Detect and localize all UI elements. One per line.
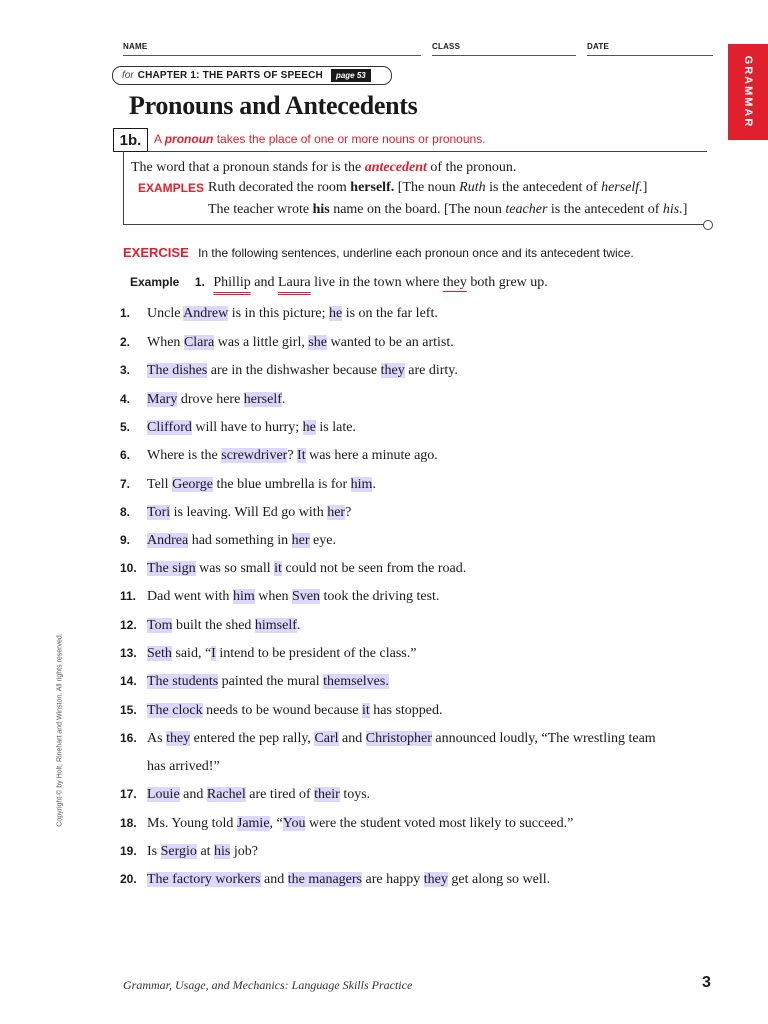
item-number: 8. [120,505,131,519]
rule-text-a: A [154,132,162,146]
exercise-item [120,589,439,605]
exercise-item [120,392,285,408]
rule-term-pronoun: pronoun [164,132,214,146]
exercise-item [120,759,220,775]
ex1-italic-1: Ruth [459,180,486,195]
highlighted-word[interactable]: they [166,731,191,746]
ex2-c: is the antecedent of [550,202,660,217]
sentence-text: Is [147,844,161,859]
sentence-text: and [179,787,207,802]
item-number: 10. [120,561,137,575]
exercise-text: In the following sentences, underline each pronoun once and its antecedent twice. [198,246,634,260]
ex2-italic-2: his. [662,202,683,217]
highlighted-word[interactable]: Jamie [236,816,270,831]
ex1-c: is the antecedent of [489,180,598,195]
highlighted-word[interactable]: herself [243,392,282,407]
rule-divider [147,151,707,152]
item-number: 3. [120,363,131,377]
highlighted-word[interactable]: Christopher [365,731,432,746]
footer-text: Grammar, Usage, and Mechanics: Language Skills Practice [123,978,413,992]
example-sentence-2 [208,202,687,218]
item-number: 13. [120,646,137,660]
item-number: 6. [120,448,131,462]
definition [131,160,516,176]
highlighted-word[interactable]: her [327,505,346,520]
date-line[interactable] [587,55,713,56]
highlighted-word[interactable]: You [282,816,306,831]
grammar-tab [728,44,768,140]
examples-label: EXAMPLES [138,181,205,195]
sentence-text: . [372,477,376,492]
ex2-a: The teacher wrote [208,202,310,217]
sentence-text: was here a minute ago. [305,448,438,463]
highlighted-word[interactable]: I [211,646,216,661]
exercise-item [120,420,356,436]
highlighted-word[interactable]: him [232,589,255,604]
ex1-bold: herself. [350,180,395,195]
highlighted-word[interactable]: Carl [314,731,339,746]
ex2-b: name on the board. [The noun [333,202,502,217]
highlighted-word[interactable]: Seth [147,646,172,661]
item-number: 14. [120,674,137,688]
sentence-text: are in the dishwasher because [207,363,381,378]
highlighted-word[interactable]: It [297,448,306,463]
example-number: 1. [194,275,205,289]
item-number: 16. [120,731,137,745]
sentence-text: and [338,731,366,746]
exercise-item [120,646,416,662]
page-title: Pronouns and Antecedents [129,91,418,120]
item-number: 4. [120,392,131,406]
exercise-item [120,674,389,690]
ex1-a: Ruth decorated the room [208,180,347,195]
sentence-text: painted the mural [218,674,324,689]
sentence-text: , “ [269,816,283,831]
highlighted-word[interactable]: they [380,363,405,378]
item-number: 18. [120,816,137,830]
sentence-text: drove here [177,392,244,407]
sentence-text: ? [345,505,352,520]
sentence-text: wanted to be an artist. [327,335,454,350]
highlighted-word[interactable]: Louie [147,787,180,802]
sentence-text: ? [287,448,298,463]
highlighted-word[interactable]: it [274,561,282,576]
highlighted-word[interactable]: she [308,335,328,350]
sentence-text: Dad went with [147,589,233,604]
highlighted-word[interactable]: The students [147,674,219,689]
item-number: 1. [120,306,131,320]
exercise-item [120,787,370,803]
definition-pre: The word that a pronoun stands for is the [131,160,362,175]
item-number: 15. [120,703,137,717]
rule-text [154,132,486,146]
copyright-notice: Copyright © by Holt, Rinehart and Winston. All rights reserved. [56,633,64,827]
sentence-text: could not be seen from the road. [281,561,467,576]
rule-bracket-end-dot [703,220,713,230]
chapter-bar [112,66,392,85]
name-label: NAME [123,42,148,51]
exercise-label: EXERCISE [123,245,189,260]
highlighted-word[interactable]: himself [254,618,297,633]
sentence-text: at [196,844,215,859]
sentence-text: took the driving test. [320,589,440,604]
example-word: live in the town where [314,275,440,290]
exercise-item [120,448,438,464]
ex1-d: ] [642,180,648,195]
sentence-text: had something in [188,533,292,548]
sentence-text: eye. [309,533,336,548]
rule-bracket-left [123,151,124,225]
sentence-text: and [260,872,288,887]
highlighted-word[interactable]: The clock [147,703,203,718]
sentence-text: announced loudly, “The wrestling team [431,731,656,746]
highlighted-word[interactable]: they [423,872,448,887]
sentence-text: built the shed [172,618,255,633]
definition-term: antecedent [364,160,427,175]
example-antecedent-2: Laura [277,275,311,290]
exercise-item [120,844,258,860]
exercise-item [120,618,300,634]
exercise-item [120,533,336,549]
example-sentence-1 [208,180,647,196]
sentence-text: the blue umbrella is for [213,477,351,492]
item-number: 19. [120,844,137,858]
definition-post: of the pronoun. [430,160,517,175]
example-pronoun: they [442,275,467,290]
highlighted-word[interactable]: screwdriver [221,448,288,463]
sentence-text: is leaving. Will Ed go with [170,505,328,520]
sentence-text: . [281,392,286,407]
sentence-text: are dirty. [404,363,458,378]
ex1-b: [The noun [397,180,456,195]
sentence-text: will have to hurry; [191,420,303,435]
date-label: DATE [587,42,609,51]
sentence-text: has arrived!” [147,759,220,774]
exercise-item [120,872,550,888]
highlighted-word[interactable]: Tom [147,618,173,633]
sentence-text: is late. [315,420,356,435]
sentence-text: job? [230,844,258,859]
sentence-text: . [296,618,301,633]
sentence-text: were the student voted most likely to succeed.” [305,816,574,831]
highlighted-word[interactable]: Sergio [160,844,197,859]
highlighted-word[interactable]: his [214,844,231,859]
exercise-item [120,731,656,747]
item-number: 12. [120,618,137,632]
sentence-text: are happy [361,872,424,887]
highlighted-word[interactable]: Mary [147,392,178,407]
item-number: 17. [120,787,137,801]
item-number: 5. [120,420,131,434]
exercise-instructions [123,245,634,260]
ex2-d: ] [682,202,688,217]
sentence-text: is in this picture; [228,306,329,321]
sentence-text: needs to be wound because [202,703,362,718]
highlighted-word[interactable]: Andrea [147,533,189,548]
highlighted-word[interactable]: George [172,477,214,492]
page-number: 3 [702,974,711,991]
sentence-text: when [254,589,293,604]
sentence-text: Where is the [147,448,222,463]
ex2-italic-1: teacher [505,202,548,217]
highlighted-word[interactable]: themselves. [323,674,389,689]
grammar-tab-label: GRAMMAR [742,55,754,129]
item-number: 2. [120,335,131,349]
sentence-text: said, “ [171,646,212,661]
example-word: and [254,275,275,290]
highlighted-word[interactable]: he [302,420,316,435]
sentence-text: has stopped. [369,703,443,718]
exercise-item [120,703,443,719]
highlighted-word[interactable]: their [314,787,340,802]
highlighted-word[interactable]: Clifford [147,420,192,435]
sentence-text: Tell [147,477,173,492]
rule-bracket-bottom [123,224,705,225]
sentence-text: was a little girl, [214,335,309,350]
ex2-bold: his [312,202,330,217]
highlighted-word[interactable]: he [328,306,343,321]
example-item [130,275,548,291]
example-word: both grew up. [470,275,548,290]
item-number: 20. [120,872,137,886]
sentence-text: intend to be president of the class.” [215,646,417,661]
highlighted-word[interactable]: The dishes [147,363,208,378]
rule-text-rest: takes the place of one or more nouns or pronouns. [216,132,486,146]
item-number: 9. [120,533,131,547]
item-number: 11. [120,589,137,603]
example-label: Example [130,275,180,289]
sentence-text: When [147,335,184,350]
highlighted-word[interactable]: The sign [147,561,196,576]
sentence-text: Uncle [147,306,184,321]
example-antecedent-1: Phillip [213,275,251,290]
item-number: 7. [120,477,131,491]
highlighted-word[interactable]: Tori [147,505,171,520]
ex1-italic-2: herself. [601,180,643,195]
for-label: for [122,70,134,81]
highlighted-word[interactable]: Rachel [206,787,246,802]
class-label: CLASS [432,42,461,51]
sentence-text: are tired of [245,787,315,802]
sentence-text: get along so well. [447,872,551,887]
highlighted-word[interactable]: The factory workers [147,872,261,887]
sentence-text: As [147,731,167,746]
page-reference: page 53 [331,69,371,82]
class-line[interactable] [432,55,576,56]
sentence-text: toys. [339,787,371,802]
highlighted-word[interactable]: him [350,477,373,492]
exercise-item [120,335,454,351]
sentence-text: Ms. Young told [147,816,237,831]
sentence-text: entered the pep rally, [190,731,315,746]
exercise-item [120,816,573,832]
highlighted-word[interactable]: Clara [183,335,215,350]
highlighted-word[interactable]: her [291,533,310,548]
exercise-item [120,505,351,521]
exercise-item [120,561,466,577]
highlighted-word[interactable]: it [362,703,370,718]
exercise-item [120,306,438,322]
exercise-item [120,477,376,493]
highlighted-word[interactable]: Andrew [183,306,229,321]
highlighted-word[interactable]: Sven [292,589,321,604]
sentence-text: is on the far left. [342,306,438,321]
rule-number: 1b. [113,128,148,152]
highlighted-word[interactable]: the managers [287,872,362,887]
chapter-title: CHAPTER 1: THE PARTS OF SPEECH [137,70,323,81]
exercise-item [120,363,458,379]
name-line[interactable] [123,55,421,56]
sentence-text: was so small [195,561,275,576]
